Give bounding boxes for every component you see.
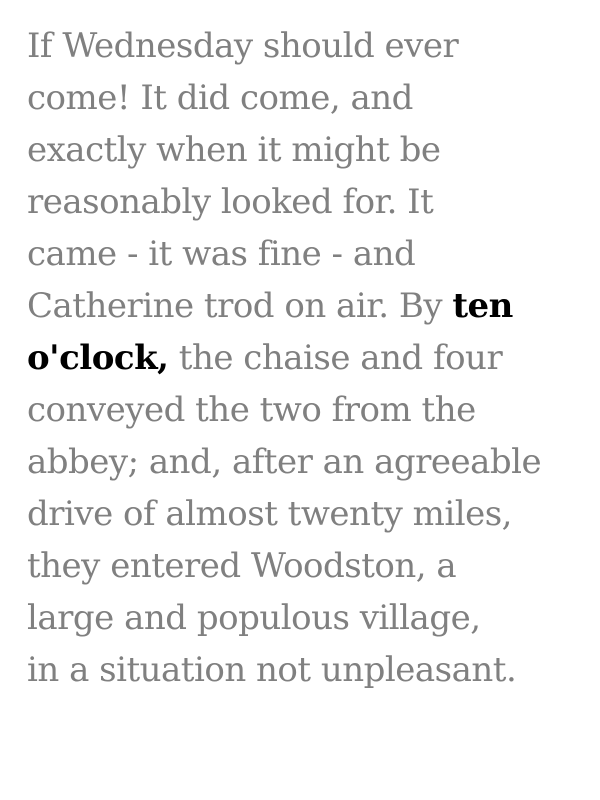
text-line: exactly when it might be	[27, 130, 441, 170]
text-line: came - it was fine - and	[27, 234, 416, 274]
text-line: come! It did come, and	[27, 78, 413, 118]
text-line: in a situation not unpleasant.	[27, 650, 517, 690]
text-segment: Catherine trod on air. By	[27, 286, 453, 326]
text-line: they entered Woodston, a	[27, 546, 457, 586]
text-line: conveyed the two from the	[27, 390, 476, 430]
text-line	[27, 280, 580, 332]
text-line: reasonably looked for. It	[27, 182, 434, 222]
text-line: abbey; and, after an agreeable	[27, 442, 542, 482]
highlighted-word[interactable]: ten	[452, 286, 513, 326]
text-segment: the chaise and four	[178, 338, 503, 378]
highlighted-word[interactable]: o'clock,	[27, 338, 169, 378]
text-line: If Wednesday should ever	[27, 26, 459, 66]
text-line: large and populous village,	[27, 598, 481, 638]
text-line	[27, 332, 580, 384]
text-line: drive of almost twenty miles,	[27, 494, 512, 534]
